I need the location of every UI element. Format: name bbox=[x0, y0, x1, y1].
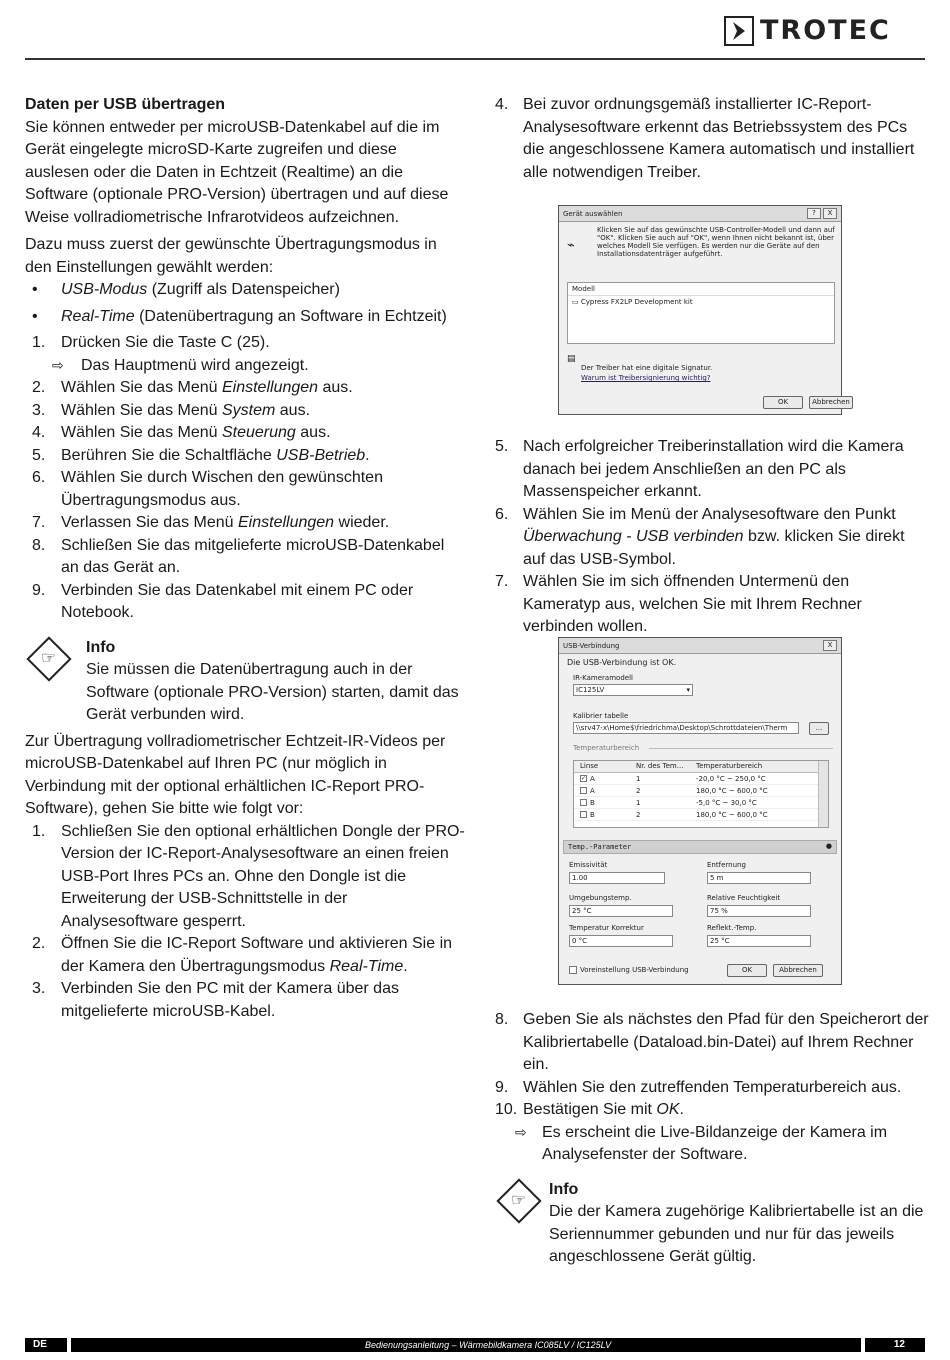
mode-list bbox=[25, 279, 465, 328]
reflected-temp-field[interactable]: 25 °C bbox=[707, 935, 811, 947]
emissivity-field[interactable]: 1.00 bbox=[569, 872, 665, 884]
text-span: aus. bbox=[318, 379, 353, 396]
text-span: System bbox=[221, 401, 276, 419]
paragraph-mode: Dazu muss zuerst der gewünschte Übertragungsmodus in den Einstellungen gewählt werden: bbox=[25, 236, 437, 276]
text-span: A bbox=[590, 786, 595, 795]
text-span: 4. bbox=[32, 424, 46, 441]
text-span: Öffnen Sie die IC-Report Software und aktivieren Sie in der Kamera den Übertragungsmodus bbox=[61, 935, 453, 975]
text-span: Einstellungen bbox=[238, 514, 335, 531]
text-span: A bbox=[590, 774, 595, 783]
step-item bbox=[25, 535, 465, 580]
step-item bbox=[25, 332, 465, 355]
info-title: Info bbox=[86, 638, 116, 656]
text-span: 9. bbox=[32, 581, 46, 599]
text-span: (Zugriff als Datenspeicher) bbox=[147, 281, 340, 298]
text-span: Nach erfolgreicher Treiberinstallation wird die Kamera danach bei jedem Anschließen an den PC als Massenspeicher erkannt. bbox=[523, 438, 904, 500]
text-span: Geben Sie als nächstes den Pfad für den Speicherort der Kalibriertabelle (Dataload.bin-Datei) auf Ihrem Rechner ein. bbox=[523, 1011, 929, 1073]
step-item bbox=[25, 821, 465, 934]
text-span: Cypress FX2LP Development kit bbox=[580, 298, 693, 306]
text-span: 7. bbox=[495, 573, 509, 590]
pointing-hand-icon: ☞ bbox=[496, 1178, 541, 1223]
hollow-arrow-right-icon: ⇨ bbox=[52, 357, 64, 374]
step-item bbox=[25, 580, 465, 625]
text-span: 6. bbox=[495, 505, 509, 523]
collapse-icon[interactable]: ● bbox=[825, 842, 832, 850]
distance-label: Entfernung bbox=[707, 861, 746, 869]
table-header bbox=[574, 761, 828, 773]
text-span: USB-Modus bbox=[61, 281, 148, 298]
text-span: Wählen Sie das Menü bbox=[61, 379, 222, 396]
table-header-cell: Nr. des Tem... bbox=[636, 762, 684, 770]
right-column bbox=[495, 94, 930, 184]
steps-list-2 bbox=[25, 821, 465, 1024]
text-span: Bestätigen Sie mit bbox=[523, 1101, 657, 1118]
step-item bbox=[25, 377, 465, 400]
usb-connection-dialog bbox=[558, 637, 842, 985]
checkbox-box[interactable]: ✓ bbox=[581, 775, 587, 782]
brand-name: TROTEC bbox=[760, 15, 891, 46]
step-item bbox=[495, 436, 930, 504]
text-span: 1 bbox=[636, 799, 641, 807]
text-span: Berühren Sie die Schaltfläche bbox=[61, 446, 277, 464]
section-heading: Daten per USB übertragen bbox=[25, 96, 226, 113]
cancel-button[interactable]: Abbrechen bbox=[809, 396, 853, 409]
step-item bbox=[495, 504, 930, 572]
dialog-title: Gerät auswählen bbox=[563, 209, 623, 218]
info-box bbox=[495, 1179, 930, 1269]
text-span: Wählen Sie das Menü bbox=[61, 401, 222, 419]
text-span: 6. bbox=[32, 469, 46, 486]
text-span: wieder. bbox=[334, 514, 390, 531]
page-footer bbox=[25, 1338, 925, 1352]
close-button[interactable]: X bbox=[823, 208, 837, 219]
text-span: Verbinden Sie das Datenkabel mit einem PC oder Notebook. bbox=[61, 581, 414, 621]
text-span: \\srv47-x\Home$\friedrichma\Desktop\Schrottdateien\Therm bbox=[576, 724, 788, 732]
text-span: Es erscheint die Live-Bildanzeige der Kamera im Analysefenster der Software. bbox=[542, 1123, 888, 1163]
step-item bbox=[25, 422, 465, 445]
pointing-hand-icon: ☞ bbox=[26, 636, 71, 681]
chevron-down-icon: ▾ bbox=[686, 686, 690, 694]
calibration-path-field[interactable] bbox=[573, 722, 799, 734]
text-span: 5. bbox=[495, 438, 509, 455]
text-span: 4. bbox=[495, 96, 509, 113]
humidity-field[interactable]: 75 % bbox=[707, 905, 811, 917]
info-title: Info bbox=[549, 1180, 579, 1198]
emissivity-label: Emissivität bbox=[569, 861, 608, 869]
text-span: 2 bbox=[636, 811, 641, 819]
text-span: Voreinstellung USB-Verbindung bbox=[580, 966, 689, 974]
table-row[interactable] bbox=[574, 785, 828, 797]
text-span: 2 bbox=[636, 787, 641, 795]
left-column bbox=[25, 94, 465, 1023]
dialog-instruction: Klicken Sie auf das gewünschte USB-Controller-Modell und dann auf "OK". Klicken Sie auch auf "OK", wenn Ihnen nicht bekannt ist, über welches Modell Sie verfügen. Es werden nur die Geräte auf den Installationsdatenträger aufgeführt. bbox=[597, 226, 835, 258]
text-span: . bbox=[365, 446, 370, 464]
camera-model-select[interactable] bbox=[573, 684, 693, 696]
table-header-cell: Linse bbox=[580, 762, 599, 770]
chevron-right-icon bbox=[724, 16, 754, 46]
text-span: B bbox=[590, 798, 595, 807]
text-span: 9. bbox=[495, 1078, 509, 1096]
text-span: 180,0 °C ~ 600,0 °C bbox=[696, 811, 768, 819]
dialog-title: USB-Verbindung bbox=[563, 641, 620, 650]
text-span: B bbox=[590, 810, 595, 819]
text-span: Real-Time bbox=[329, 957, 404, 975]
text-span: Wählen Sie im sich öffnenden Untermenü den Kameratyp aus, welchen Sie mit Ihrem Rechner verbinden wollen. bbox=[523, 573, 862, 635]
right-column-steps bbox=[495, 436, 930, 639]
text-span: Wählen Sie den zutreffenden Temperaturbereich aus. bbox=[523, 1078, 902, 1096]
temperature-range-table bbox=[573, 760, 829, 828]
steps-list-3 bbox=[495, 436, 930, 639]
text-span: Steuerung bbox=[221, 424, 296, 441]
step-item bbox=[25, 512, 465, 535]
correction-field[interactable]: 0 °C bbox=[569, 935, 673, 947]
signature-text: Der Treiber hat eine digitale Signatur. bbox=[581, 364, 713, 372]
info-text: Sie müssen die Datenübertragung auch in der Software (optionale PRO-Version) starten, damit das Gerät verbunden wird. bbox=[86, 661, 459, 723]
device-icon: ▭ bbox=[572, 298, 579, 306]
text-span: Schließen Sie den optional erhältlichen Dongle der PRO-Version der IC-Report-Analysesoftware an einen freien USB-Port Ihres PCs an. Ohne den Dongle ist die Erweiterung der USB-Schnittstelle in der Analysesoftware gesperrt. bbox=[61, 822, 465, 930]
ok-button[interactable]: OK bbox=[727, 964, 767, 977]
header-rule bbox=[25, 58, 925, 60]
table-scrollbar[interactable] bbox=[818, 761, 828, 827]
text-span: Wählen Sie das Menü bbox=[61, 424, 222, 441]
text-span: -5,0 °C ~ 30,0 °C bbox=[696, 799, 757, 807]
step-item bbox=[25, 400, 465, 423]
calibration-label: Kalibrier tabelle bbox=[573, 712, 629, 720]
reflected-temp-label: Reflekt.-Temp. bbox=[707, 924, 757, 932]
text-span: 1. bbox=[32, 822, 46, 840]
info-box bbox=[25, 637, 465, 727]
signature-link[interactable]: Warum ist Treibersignierung wichtig? bbox=[581, 374, 711, 382]
text-span: 5. bbox=[32, 446, 46, 464]
text-span: 8. bbox=[32, 536, 46, 554]
text-span: Einstellungen bbox=[221, 379, 319, 396]
preset-checkbox[interactable] bbox=[569, 966, 689, 974]
help-button[interactable]: ? bbox=[807, 208, 821, 219]
text-span: Drücken Sie die Taste C (25). bbox=[61, 334, 270, 351]
text-span: 180,0 °C ~ 600,0 °C bbox=[696, 787, 768, 795]
correction-label: Temperatur Korrektur bbox=[569, 924, 644, 932]
text-span: Real-Time bbox=[61, 307, 135, 325]
table-row[interactable] bbox=[574, 797, 828, 809]
footer-language: DE bbox=[33, 1339, 47, 1350]
text-span: Verbinden Sie den PC mit der Kamera über das mitgelieferte microUSB-Kabel. bbox=[61, 980, 399, 1020]
step-item bbox=[495, 571, 930, 639]
text-span: Wählen Sie im Menü der Analysesoftware den Punkt bbox=[523, 505, 896, 523]
text-span: 10. bbox=[495, 1101, 518, 1118]
text-span: Verlassen Sie das Menü bbox=[61, 514, 238, 531]
step-item bbox=[495, 94, 930, 184]
text-span: 8. bbox=[495, 1011, 509, 1028]
info-text: Die der Kamera zugehörige Kalibriertabelle ist an die Seriennummer gebunden und nur für das jeweils angeschlossene Gerät gültig. bbox=[549, 1203, 924, 1265]
text-span: 2. bbox=[32, 935, 46, 952]
right-column-steps-b bbox=[495, 1009, 930, 1273]
model-column-header: Modell bbox=[568, 283, 834, 296]
close-button[interactable]: X bbox=[823, 640, 837, 651]
bullet-item bbox=[25, 279, 465, 302]
cancel-button[interactable]: Abbrechen bbox=[773, 964, 823, 977]
camera-model-label: IR-Kameramodell bbox=[573, 674, 633, 682]
step-item bbox=[25, 467, 465, 512]
humidity-label: Relative Feuchtigkeit bbox=[707, 894, 781, 902]
result-line bbox=[495, 1122, 930, 1167]
range-label: Temperaturbereich bbox=[573, 744, 640, 752]
text-span: IC125LV bbox=[576, 686, 605, 694]
text-span: 1 bbox=[636, 775, 641, 783]
step-item bbox=[495, 1077, 930, 1100]
connection-status: Die USB-Verbindung ist OK. bbox=[567, 658, 677, 667]
distance-field[interactable]: 5 m bbox=[707, 872, 811, 884]
text-span: 7. bbox=[32, 514, 46, 531]
text-span: 3. bbox=[32, 401, 46, 419]
usb-plug-icon: ⌁ bbox=[567, 238, 575, 253]
steps-list-1 bbox=[25, 332, 465, 625]
page-number: 12 bbox=[893, 1339, 905, 1350]
step-item bbox=[495, 1009, 930, 1077]
step-item bbox=[495, 1099, 930, 1122]
checkbox-box[interactable] bbox=[580, 811, 587, 818]
checkbox-box[interactable] bbox=[580, 787, 587, 794]
text-span: Temp.-Parameter bbox=[568, 843, 632, 851]
parameters-header bbox=[563, 840, 837, 854]
text-span: OK bbox=[656, 1101, 680, 1118]
footer-title: Bedienungsanleitung – Wärmebildkamera IC085LV / IC125LV bbox=[365, 1340, 612, 1350]
browse-button[interactable]: ... bbox=[809, 722, 829, 735]
text-span: Überwachung - USB verbinden bbox=[523, 528, 744, 545]
text-span: aus. bbox=[295, 424, 331, 441]
table-row[interactable] bbox=[574, 809, 828, 821]
table-row[interactable] bbox=[574, 773, 828, 785]
text-span: . bbox=[403, 957, 408, 975]
device-select-dialog bbox=[558, 205, 850, 415]
ambient-temp-label: Umgebungstemp. bbox=[569, 894, 632, 902]
text-span: . bbox=[679, 1101, 684, 1118]
checkbox-box[interactable] bbox=[569, 966, 577, 974]
brand-logo bbox=[724, 16, 891, 46]
bullet-item bbox=[25, 306, 465, 329]
step-item bbox=[25, 445, 465, 468]
text-span: Wählen Sie durch Wischen den gewünschten Übertragungsmodus aus. bbox=[61, 469, 383, 509]
steps-list-4 bbox=[495, 1009, 930, 1122]
step-item bbox=[25, 978, 465, 1023]
text-span: (Datenübertragung an Software in Echtzeit) bbox=[134, 307, 447, 325]
paragraph-intro: Sie können entweder per microUSB-Datenkabel auf die im Gerät eingelegte microSD-Karte zugreifen und diese auslesen oder die Daten in Echtzeit (Realtime) an die Software (optionale PRO-Version) übertragen und auf diese Weise vollradiometrische Infrarotvideos aufzeichnen. bbox=[25, 118, 449, 226]
paragraph-realtime: Zur Übertragung vollradiometrischer Echtzeit-IR-Videos per microUSB-Datenkabel auf Ihren PC (nur möglich in Verbindung mit der optional erhältlichen IC-Report PRO-Software), gehen Sie bitte wie folgt vor: bbox=[25, 732, 446, 817]
text-span: 1. bbox=[32, 334, 46, 351]
model-list bbox=[567, 282, 835, 344]
text-span: 3. bbox=[32, 980, 46, 997]
text-span: -20,0 °C ~ 250,0 °C bbox=[696, 775, 766, 783]
ambient-temp-field[interactable]: 25 °C bbox=[569, 905, 673, 917]
table-body bbox=[574, 773, 828, 821]
text-span: 2. bbox=[32, 379, 46, 396]
text-span: Schließen Sie das mitgelieferte microUSB-Datenkabel an das Gerät an. bbox=[61, 536, 445, 576]
signature-icon: ▤ bbox=[567, 354, 576, 364]
text-span: Das Hauptmenü wird angezeigt. bbox=[81, 356, 309, 374]
hollow-arrow-right-icon: ⇨ bbox=[515, 1124, 527, 1141]
text-span: aus. bbox=[275, 401, 311, 419]
text-span: USB-Betrieb bbox=[276, 446, 366, 464]
checkbox-box[interactable] bbox=[580, 799, 587, 806]
result-line bbox=[25, 355, 465, 378]
text-span: bzw. klicken Sie direkt auf das USB-Symbol. bbox=[523, 528, 905, 568]
step-item bbox=[25, 933, 465, 978]
table-header-cell: Temperaturbereich bbox=[696, 762, 763, 770]
ok-button[interactable]: OK bbox=[763, 396, 803, 409]
model-list-item[interactable] bbox=[568, 296, 834, 308]
text-span: Bei zuvor ordnungsgemäß installierter IC-Report-Analysesoftware erkennt das Betriebssystem des PCs die angeschlossene Kamera automatisch und installiert alle notwendigen Treiber. bbox=[523, 96, 915, 181]
